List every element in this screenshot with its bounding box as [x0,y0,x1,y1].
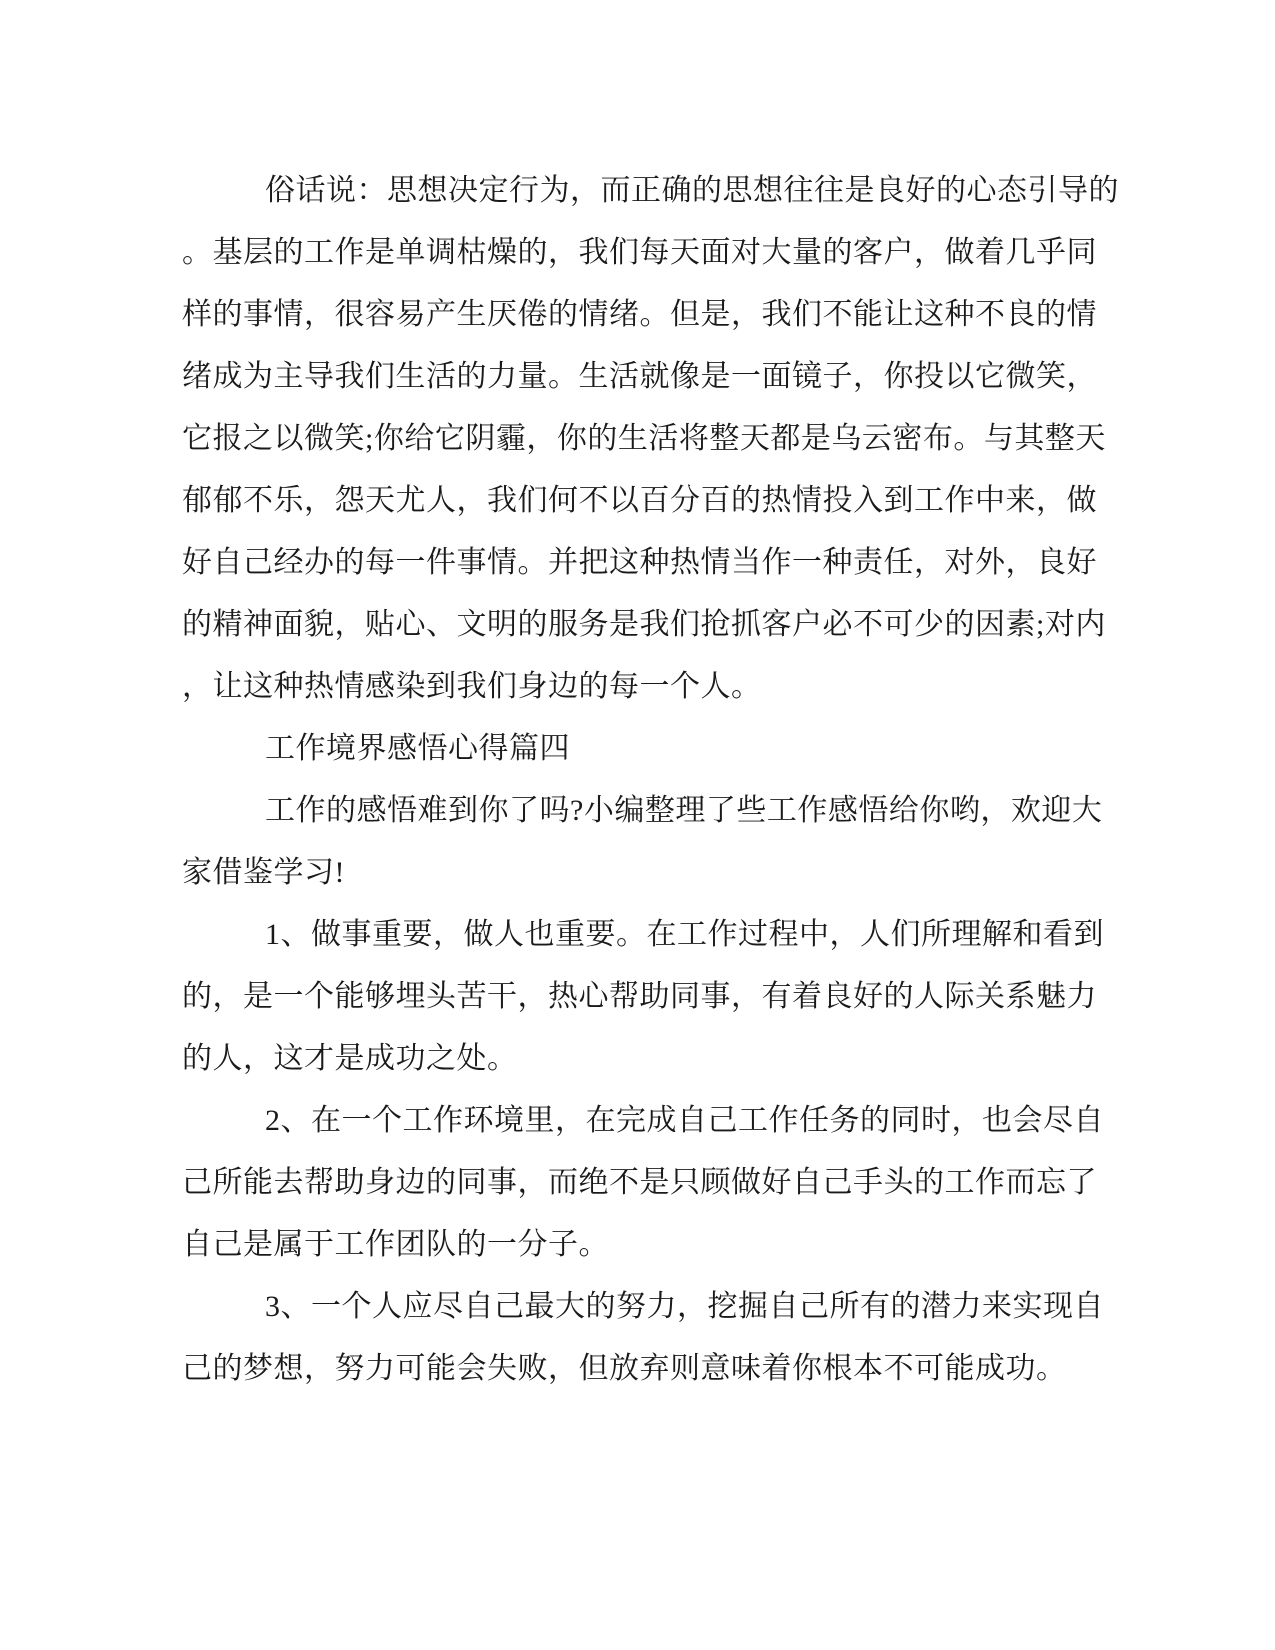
text-line: ，让这种热情感染到我们身边的每一个人。 [182,670,762,703]
text-line: 。基层的工作是单调枯燥的，我们每天面对大量的客户，做着几乎同 [182,236,1097,269]
text-line: 俗话说：思想决定行为，而正确的思想往往是良好的心态引导的 [265,174,1119,207]
text-line: 己所能去帮助身边的同事，而绝不是只顾做好自己手头的工作而忘了 [182,1166,1097,1199]
text-line: 的人，这才是成功之处。 [182,1042,518,1075]
text-line: 它报之以微笑;你给它阴霾，你的生活将整天都是乌云密布。与其整天 [182,422,1106,455]
heading-line: 工作境界感悟心得篇四 [265,732,570,765]
paragraph-lead-in [182,780,1103,904]
text-line: 绪成为主导我们生活的力量。生活就像是一面镜子，你投以它微笑， [182,360,1097,393]
text-line: 己的梦想，努力可能会失败，但放弃则意味着你根本不可能成功。 [182,1352,1067,1385]
numbered-item-1 [182,904,1104,1090]
text-line: 2、在一个工作环境里，在完成自己工作任务的同时，也会尽自 [265,1104,1104,1137]
section-heading [182,718,1088,780]
numbered-item-2 [182,1090,1104,1276]
text-line: 样的事情，很容易产生厌倦的情绪。但是，我们不能让这种不良的情 [182,298,1097,331]
document-body [182,160,1119,1400]
text-line: 家借鉴学习! [182,856,345,889]
text-line: 的精神面貌，贴心、文明的服务是我们抢抓客户必不可少的因素;对内 [182,608,1106,641]
text-line: 的，是一个能够埋头苦干，热心帮助同事，有着良好的人际关系魅力 [182,980,1097,1013]
paragraph-intro [182,160,1119,718]
text-line: 好自己经办的每一件事情。并把这种热情当作一种责任，对外，良好 [182,546,1097,579]
text-line: 1、做事重要，做人也重要。在工作过程中，人们所理解和看到 [265,918,1104,951]
text-line: 工作的感悟难到你了吗?小编整理了些工作感悟给你哟，欢迎大 [265,794,1103,827]
numbered-item-3 [182,1276,1104,1400]
text-line: 自己是属于工作团队的一分子。 [182,1228,609,1261]
text-line: 3、一个人应尽自己最大的努力，挖掘自己所有的潜力来实现自 [265,1290,1104,1323]
text-line: 郁郁不乐，怨天尤人，我们何不以百分百的热情投入到工作中来，做 [182,484,1097,517]
